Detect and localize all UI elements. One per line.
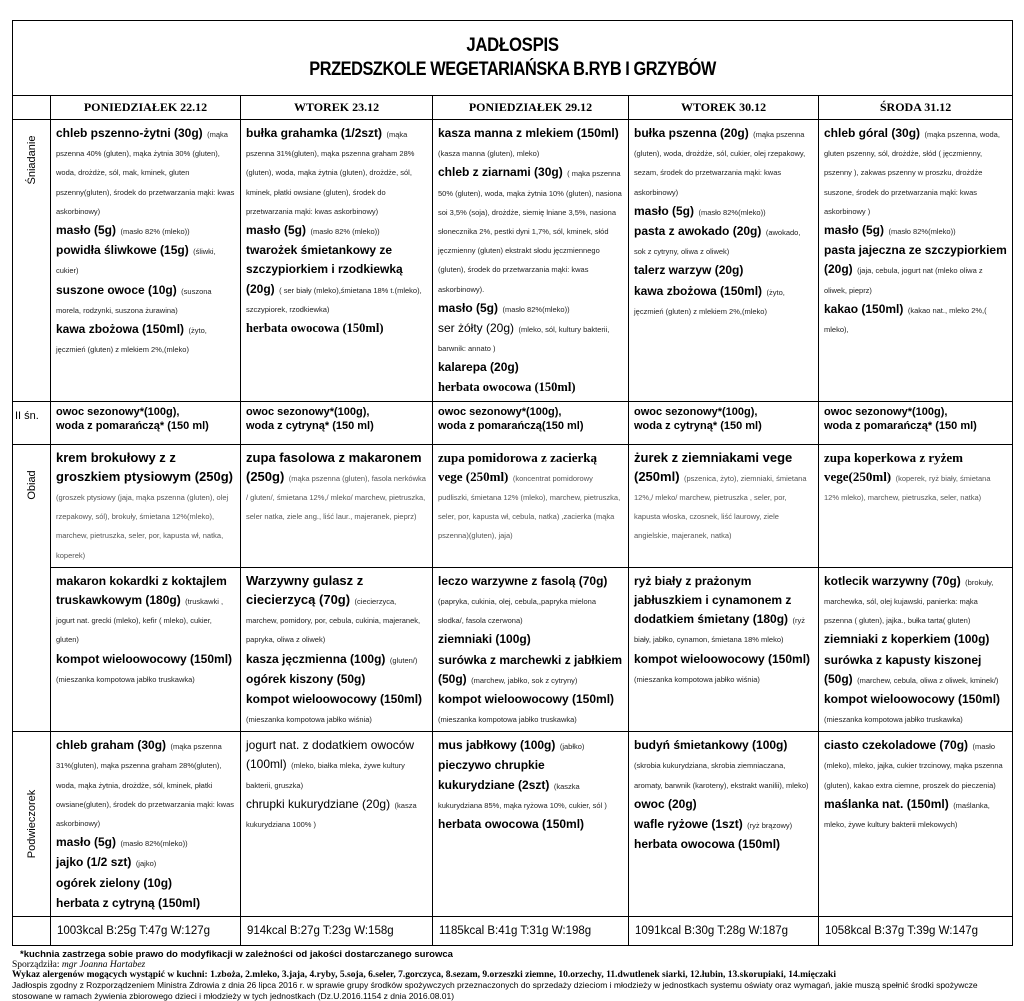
dish-name: kawa zbożowa (150ml)	[56, 321, 185, 336]
breakfast-cell	[819, 120, 1013, 402]
dish-name: masło (5g)	[634, 203, 695, 218]
snack-line: owoc sezonowy*(100g),	[824, 405, 948, 418]
dish-name: masło (5g)	[438, 300, 499, 315]
regulation-note: Jadłospis zgodny z Rozporządzeniem Ministra Zdrowia z dnia 26 lipca 2016 r. w sprawie grupy środków spożywczych przeznaczonych do sprzedaży dzieciom i młodzieży w jednostkach systemu oświaty oraz wymagań, jakie muszą spełnić środki spożywcze stosowane w ramach żywienia zbiorowego dzieci i młodzieży w tych jednostkach (Dz.U.2016.1154 z dnia 2016.08.01)	[12, 979, 978, 1001]
snack-line: woda z pomarańczą(150 ml)	[438, 419, 584, 432]
dish-name: powidła śliwkowe (15g)	[56, 243, 189, 258]
nutrition-row	[13, 916, 1013, 945]
second-breakfast-cell	[51, 401, 241, 444]
dish-name: kawa zbożowa (150ml)	[634, 283, 763, 298]
ingredients: (masło 82% (mleko))	[310, 226, 380, 236]
menu-item	[634, 814, 813, 833]
menu-item	[56, 852, 235, 871]
ingredients: (groszek ptysiowy (jaja, mąka pszenna (gluten), olej rzepakowy, sól), brokuły, śmietana 12%(mleko), marchew, pietruszka, seler, por, kapusta wł, natka, koperek)	[56, 493, 229, 560]
allergen-list: Wykaz alergenów mogących wystąpić w kuchni: 1.zboża, 2.mleko, 3.jaja, 4.ryby, 5.soja, 6.seler, 7.gorczyca, 8.sezam, 9.orzeszki ziemne, 10.orzechy, 11.dwutlenek siarki, 12.łubin, 13.skorupiaki, 14.mięczaki	[12, 969, 836, 980]
dish-name: herbata owocowa (150ml)	[246, 320, 384, 335]
ingredients: (truskawki , jogurt nat. grecki (mleko), kefir ( mleko), cukier, gluten)	[56, 596, 224, 645]
menu-item	[634, 201, 813, 220]
menu-item	[246, 240, 427, 317]
dish-name: herbata owocowa (150ml)	[438, 817, 585, 831]
menu-item	[438, 298, 623, 317]
dish-name: herbata owocowa (150ml)	[634, 837, 781, 852]
menu-item	[438, 689, 623, 727]
dish-name: chleb z ziarnami (30g)	[438, 165, 563, 180]
meal-label-breakfast: Śniadanie	[25, 135, 38, 185]
main-course-row	[13, 567, 1013, 732]
ingredients: (ciecierzyca, marchew, pomidory, por, cebula, cukinia, majeranek, papryka, oliwa z oliwek)	[246, 596, 421, 645]
menu-item	[438, 162, 623, 296]
ingredients: ( ser biały (mleko),śmietana 18% t.(mleko), szczypiorek, rzodkiewka)	[246, 285, 422, 314]
breakfast-cell	[433, 120, 629, 402]
dish-name: zupa fasolowa z makaronem (250g)	[246, 449, 422, 484]
meal-label-cell	[13, 401, 51, 444]
menu-item	[438, 377, 623, 396]
menu-item	[824, 650, 1007, 688]
snack-line: owoc sezonowy*(100g),	[56, 405, 180, 418]
dish-name: surówka z marchewki z jabłkiem (50g)	[438, 652, 623, 686]
afternoon-cell	[51, 732, 241, 917]
second-breakfast-cell	[629, 401, 819, 444]
menu-item	[438, 571, 623, 629]
breakfast-row	[13, 120, 1013, 402]
soup-cell	[819, 444, 1013, 567]
days-header-row	[13, 96, 1013, 120]
ingredients: (marchew, jabłko, sok z cytryny)	[471, 675, 578, 685]
dish-name: kompot wieloowocowy (150ml)	[246, 691, 423, 706]
prepared-name: mgr Joanna Hartabez	[61, 959, 146, 970]
dish-name: żurek z ziemniakami vege (250ml)	[634, 449, 793, 484]
ingredients: (awokado, sok z cytryny, oliwa z oliwek)	[634, 227, 801, 257]
dish-name: budyń śmietankowy (100g)	[634, 738, 788, 753]
afternoon-cell	[629, 732, 819, 917]
menu-item	[246, 123, 427, 219]
menu-subtitle: PRZEDSZKOLE WEGETARIAŃSKA B.RYB I GRZYBÓW	[309, 59, 716, 80]
dish-name: twarożek śmietankowy ze szczypiorkiem i rzodkiewką (20g)	[246, 243, 403, 296]
dish-name: ziemniaki (100g)	[438, 632, 531, 647]
ingredients: ( mąka pszenna 50% (gluten), woda, mąka żytnia 10% (gluten), nasiona soi 3,5% (soja), drożdże, siemię lniane 3,5%, nasiona słonecznika 2%, pestki dyni 1,7%, sól, kminek, słód jęczmienny (gluten) ekstrakt słodu jęczmiennego (gluten), środek do przetwarzania mąki: kwas askorbinowy).	[438, 169, 622, 294]
ingredients: (jabłko)	[559, 742, 585, 752]
ingredients: (masło 82%(mleko))	[120, 839, 188, 849]
nutrition-cell: 1185kcal B:41g T:31g W:198g	[433, 916, 629, 945]
nutrition-cell: 1091kcal B:30g T:28g W:187g	[629, 916, 819, 945]
snack-line: woda z cytryną* (150 ml)	[246, 419, 374, 432]
menu-item	[824, 220, 1007, 239]
dish-name: kotlecik warzywny (70g)	[824, 573, 961, 588]
breakfast-cell	[241, 120, 433, 402]
menu-item	[246, 735, 427, 793]
menu-item	[438, 318, 623, 356]
ingredients: (jaja, cebula, jogurt nat (mleko oliwa z oliwek, pieprz)	[824, 266, 983, 295]
menu-item	[56, 893, 235, 912]
dish-name: kakao (150ml)	[824, 301, 904, 316]
dish-name: chrupki kukurydziane (20g)	[246, 796, 391, 811]
meal-label-cell	[13, 916, 51, 945]
dish-name: kasza manna z mlekiem (150ml)	[438, 126, 619, 140]
menu-item	[246, 649, 427, 668]
ingredients: (mieszanka kompotowa jabłko wiśnia)	[634, 674, 760, 684]
dish-name: ziemniaki z koperkiem (100g)	[824, 632, 990, 647]
breakfast-cell	[51, 120, 241, 402]
snack-line: owoc sezonowy*(100g),	[438, 405, 562, 418]
dish-name: herbata owocowa (150ml)	[438, 380, 576, 395]
ingredients: (mąka pszenna 31%(gluten), mąka pszenna graham 28%(gluten), woda, mąka żytnia, drożdże, sól, kminek, płatki owsiane(gluten), środek do przetwarzania mąki: kwas askorbinowy)	[56, 742, 234, 828]
prepared-label: Sporządziła:	[12, 959, 60, 970]
dish-name: owoc (20g)	[634, 796, 697, 811]
snack-line: owoc sezonowy*(100g),	[246, 405, 370, 418]
afternoon-cell	[241, 732, 433, 917]
dish-name: krem brokułowy z z groszkiem ptysiowym (250g)	[56, 449, 233, 484]
dish-name: chleb graham (30g)	[56, 738, 167, 753]
day-header: WTOREK 30.12	[629, 96, 819, 120]
menu-item	[824, 123, 1007, 219]
ingredients: (mleko, sól, kultury bakterii, barwnik: annato )	[438, 324, 610, 354]
snack-line: woda z pomarańczą* (150 ml)	[56, 419, 209, 432]
menu-item	[634, 448, 813, 544]
ingredients: (jajko)	[135, 859, 157, 869]
ingredients: (pszenica, żyto), ziemniaki, śmietana 12%,/ mleko/ marchew, pietruszka , seler, por, kapusta włoska, czosnek, liść laurowy, ziele angielskie, majeranek, natka)	[634, 473, 807, 541]
dish-name: kompot wieloowocowy (150ml)	[438, 691, 615, 706]
ingredients: (masło 82%(mleko))	[502, 304, 570, 314]
menu-item	[438, 755, 623, 813]
ingredients: (mąka pszenna 31%(gluten), mąka pszenna graham 28%(gluten), woda, mąka żytnia (gluten), drożdże, sól, kminek, płatki owsiane (gluten), środek do przetwarzania mąki: kwas askorbinowy)	[246, 130, 415, 216]
afternoon-row	[13, 732, 1013, 917]
kitchen-note: *kuchnia zastrzega sobie prawo do modyfikacji w zależności od jakości dostarczanego surowca	[20, 948, 453, 960]
soup-cell	[629, 444, 819, 567]
dish-name: Warzywny gulasz z ciecierzycą (70g)	[246, 572, 364, 607]
menu-item	[824, 794, 1007, 832]
dish-name: kalarepa (20g)	[438, 360, 519, 375]
nutrition-cell: 914kcal B:27g T:23g W:158g	[241, 916, 433, 945]
dish-name: mus jabłkowy (100g)	[438, 738, 556, 753]
menu-item	[246, 571, 427, 648]
ingredients: (mieszanka kompotowa jabłko wiśnia)	[246, 715, 372, 725]
dish-name: herbata z cytryną (150ml)	[56, 895, 201, 910]
menu-item	[56, 873, 235, 892]
dish-name: masło (5g)	[824, 222, 885, 237]
meal-label-cell	[13, 444, 51, 732]
dish-name: wafle ryżowe (1szt)	[634, 817, 743, 831]
ingredients: (masło 82%(mleko))	[698, 207, 766, 217]
dish-name: bułka pszenna (20g)	[634, 126, 749, 140]
menu-item	[246, 318, 427, 337]
dish-name: masło (5g)	[56, 835, 117, 850]
second-breakfast-cell	[433, 401, 629, 444]
dish-name: zupa koperkowa z ryżem vege(250ml)	[824, 449, 964, 484]
dish-name: maślanka nat. (150ml)	[824, 796, 949, 811]
menu-item	[634, 794, 813, 813]
menu-item	[634, 735, 813, 793]
ingredients: (brokuły, marchewka, sól, olej kujawski, panierka: mąka pszenna ( gluten), jajka., bułka tarta( gluten)	[824, 577, 994, 626]
soup-cell	[51, 444, 241, 567]
menu-item	[634, 281, 813, 319]
ingredients: (masło 82%(mleko))	[888, 226, 956, 236]
dish-name: kompot wieloowocowy (150ml)	[634, 651, 811, 666]
title-cell	[13, 21, 1013, 96]
ingredients: (koncentrat pomidorowy pudliszki, śmietana 12% (mleko), marchew, pietruszka, seler, por, kapusta wł, cebula, natka) ,zacierka (mąka pszenna)(gluten), jaja)	[438, 473, 621, 541]
menu-item	[246, 220, 427, 239]
menu-item	[824, 299, 1007, 337]
soup-row	[13, 444, 1013, 567]
menu-item	[246, 448, 427, 525]
meal-label-lunch: Obiad	[25, 469, 38, 500]
menu-item	[56, 832, 235, 851]
main-course-cell	[819, 567, 1013, 732]
afternoon-cell	[819, 732, 1013, 917]
ingredients: (kakao nat., mleko 2%,( mleko),	[824, 305, 987, 334]
menu-item	[634, 260, 813, 279]
dish-name: ogórek zielony (10g)	[56, 875, 173, 890]
menu-item	[56, 319, 235, 357]
ingredients: (kasza kukurydziana 100% )	[246, 800, 417, 829]
menu-item	[246, 794, 427, 832]
ingredients: (mleko, białka mleka, żywe kultury bakterii, gruszka)	[246, 761, 405, 790]
ingredients: (maślanka, mleko, żywe kultury bakterii mlekowych)	[824, 800, 990, 829]
day-header: ŚRODA 31.12	[819, 96, 1013, 120]
ingredients: (kasza manna (gluten), mleko)	[438, 149, 540, 159]
nutrition-cell: 1058kcal B:37g T:39g W:147g	[819, 916, 1013, 945]
menu-item	[56, 448, 235, 563]
soup-cell	[433, 444, 629, 567]
menu-item	[56, 220, 235, 239]
main-course-cell	[241, 567, 433, 732]
menu-item	[634, 649, 813, 687]
dish-name: leczo warzywne z fasolą (70g)	[438, 573, 608, 588]
menu-item	[634, 571, 813, 648]
ingredients: (śliwki, cukier)	[56, 247, 216, 276]
dish-name: pieczywo chrupkie kukurydziane (2szt)	[438, 758, 550, 792]
ingredients: (suszona morela, rodzynki, suszona żurawina)	[56, 286, 212, 315]
ingredients: (mąka pszenna, woda, gluten pszenny, sól, drożdże, słód ( jęczmienny, pszenny ), zakwas pszenny w proszku, drożdże suszone, środek do przetwarzania mąki: kwas askorbinowy )	[824, 130, 1000, 216]
menu-item	[56, 123, 235, 219]
menu-item	[824, 571, 1007, 629]
menu-item	[824, 629, 1007, 648]
dish-name: zupa pomidorowa z zacierką vege (250ml)	[438, 449, 597, 484]
dish-name: pasta jajeczna ze szczypiorkiem (20g)	[824, 243, 1007, 277]
snack-line: woda z pomarańczą* (150 ml)	[824, 419, 977, 432]
menu-item	[56, 571, 235, 648]
snack-line: owoc sezonowy*(100g),	[634, 405, 758, 418]
dish-name: kompot wieloowocowy (150ml)	[824, 691, 1001, 706]
dish-name: surówka z kapusty kiszonej (50g)	[824, 652, 982, 686]
dish-name: kasza jęczmienna (100g)	[246, 651, 386, 666]
afternoon-cell	[433, 732, 629, 917]
dish-name: masło (5g)	[246, 222, 307, 237]
day-header: WTOREK 23.12	[241, 96, 433, 120]
ingredients: (koperek, ryż biały, śmietana 12% mleko), marchew, pietruszka, seler, natka)	[824, 473, 991, 502]
ingredients: (masło 82% (mleko))	[120, 226, 190, 236]
footer	[12, 949, 1012, 1001]
menu-item	[246, 689, 427, 727]
soup-cell	[241, 444, 433, 567]
ingredients: (skrobia kukurydziana, skrobia ziemniaczana, aromaty, barwnik (karoteny), ekstrakt wanilii), mleko)	[634, 761, 809, 790]
second-breakfast-cell	[241, 401, 433, 444]
dish-name: bułka grahamka (1/2szt)	[246, 126, 383, 140]
main-course-cell	[433, 567, 629, 732]
menu-item	[56, 649, 235, 687]
ingredients: (mieszanka kompotowa jabłko truskawka)	[56, 674, 195, 684]
prepared-by	[12, 960, 1012, 970]
menu-item	[56, 735, 235, 831]
day-header: PONIEDZIAŁEK 22.12	[51, 96, 241, 120]
meal-label-afternoon: Podwieczorek	[25, 789, 38, 859]
dish-name: makaron kokardki z koktajlem truskawkowym (180g)	[56, 573, 227, 607]
menu-item	[246, 669, 427, 688]
ingredients: (żyto, jęczmień (gluten) z mlekiem 2%,(mleko)	[56, 325, 207, 355]
ingredients: (ryż biały, jabłko, cynamon, śmietana 18% mleko)	[634, 616, 806, 645]
menu-item	[634, 221, 813, 259]
menu-item	[438, 650, 623, 688]
ingredients: (kaszka kukurydziana 85%, mąka ryżowa 10%, cukier, sól )	[438, 781, 607, 810]
snack-line: woda z cytryną* (150 ml)	[634, 419, 762, 432]
ingredients: (mieszanka kompotowa jabłko truskawka)	[438, 715, 577, 725]
menu-item	[438, 814, 623, 833]
ingredients: (papryka, cukinia, olej, cebula,,papryka mielona słodka/, fasola czerwona)	[438, 596, 597, 626]
dish-name: talerz warzyw (20g)	[634, 263, 744, 278]
breakfast-cell	[629, 120, 819, 402]
ingredients: (masło (mleko), mleko, jajka, cukier trzcinowy, mąka pszenna (gluten), kakao extra ciemne, proszek do pieczenia)	[824, 742, 1003, 790]
menu-item	[824, 240, 1007, 298]
ingredients: (marchew, cebula, oliwa z oliwek, kminek/)	[857, 675, 999, 685]
ingredients: (gluten/)	[389, 655, 418, 665]
menu-item	[56, 240, 235, 278]
menu-item	[438, 448, 623, 544]
dish-name: kompot wieloowocowy (150ml)	[56, 651, 233, 666]
ingredients: (ryż brązowy)	[747, 821, 793, 830]
ingredients: (mąka pszenna 40% (gluten), mąka żytnia 30% (gluten), woda, drożdże, sól, mak, kminek, gluten pszenny(gluten), środek do przetwarzania mąki: kwas askorbinowy)	[56, 130, 235, 216]
menu-item	[56, 280, 235, 318]
dish-name: jajko (1/2 szt)	[56, 855, 132, 870]
menu-item	[824, 689, 1007, 727]
menu-table	[12, 20, 1013, 946]
nutrition-cell: 1003kcal B:25g T:47g W:127g	[51, 916, 241, 945]
dish-name: ser żółty (20g)	[438, 320, 515, 335]
dish-name: jogurt nat. z dodatkiem owoców (100ml)	[246, 738, 415, 772]
menu-title: JADŁOSPIS	[466, 35, 559, 56]
menu-item	[824, 735, 1007, 793]
ingredients: (mąka pszenna (gluten), woda, drożdże, sól, cukier, olej rzepakowy, sezam, środek do przetwarzania mąki: kwas askorbinowy)	[634, 130, 806, 197]
dish-name: chleb góral (30g)	[824, 126, 921, 140]
meal-label-second-breakfast: II śn.	[15, 409, 39, 422]
second-breakfast-cell	[819, 401, 1013, 444]
menu-item	[634, 123, 813, 200]
dish-name: ciasto czekoladowe (70g)	[824, 738, 969, 753]
main-course-cell	[51, 567, 241, 732]
ingredients: (mąka pszenna (gluten), fasola nerkówka / gluten/, śmietana 12%,/ mleko/ marchew, pietruszka, seler natka, ziele ang., liść laur., majeranek, pieprz)	[246, 473, 426, 522]
dish-name: ryż biały z prażonym jabłuszkiem i cynamonem z dodatkiem śmietany (180g)	[634, 573, 792, 627]
ingredients: (mieszanka kompotowa jabłko truskawka)	[824, 715, 963, 725]
menu-item	[438, 735, 623, 754]
dish-name: ogórek kiszony (50g)	[246, 671, 366, 686]
menu-item	[824, 448, 1007, 506]
ingredients: (żyto, jęczmień (gluten) z mlekiem 2%,(mleko)	[634, 287, 785, 316]
dish-name: suszone owoce (10g)	[56, 282, 177, 297]
menu-item	[634, 834, 813, 853]
menu-item	[438, 123, 623, 161]
meal-label-cell	[13, 120, 51, 402]
menu-item	[438, 629, 623, 648]
menu-page	[12, 20, 1012, 1001]
meal-label-cell	[13, 732, 51, 917]
second-breakfast-row	[13, 401, 1013, 444]
corner-cell	[13, 96, 51, 120]
dish-name: chleb pszenno-żytni (30g)	[56, 126, 203, 140]
dish-name: pasta z awokado (20g)	[634, 223, 762, 238]
day-header: PONIEDZIAŁEK 29.12	[433, 96, 629, 120]
main-course-cell	[629, 567, 819, 732]
dish-name: masło (5g)	[56, 222, 117, 237]
menu-item	[438, 357, 623, 376]
